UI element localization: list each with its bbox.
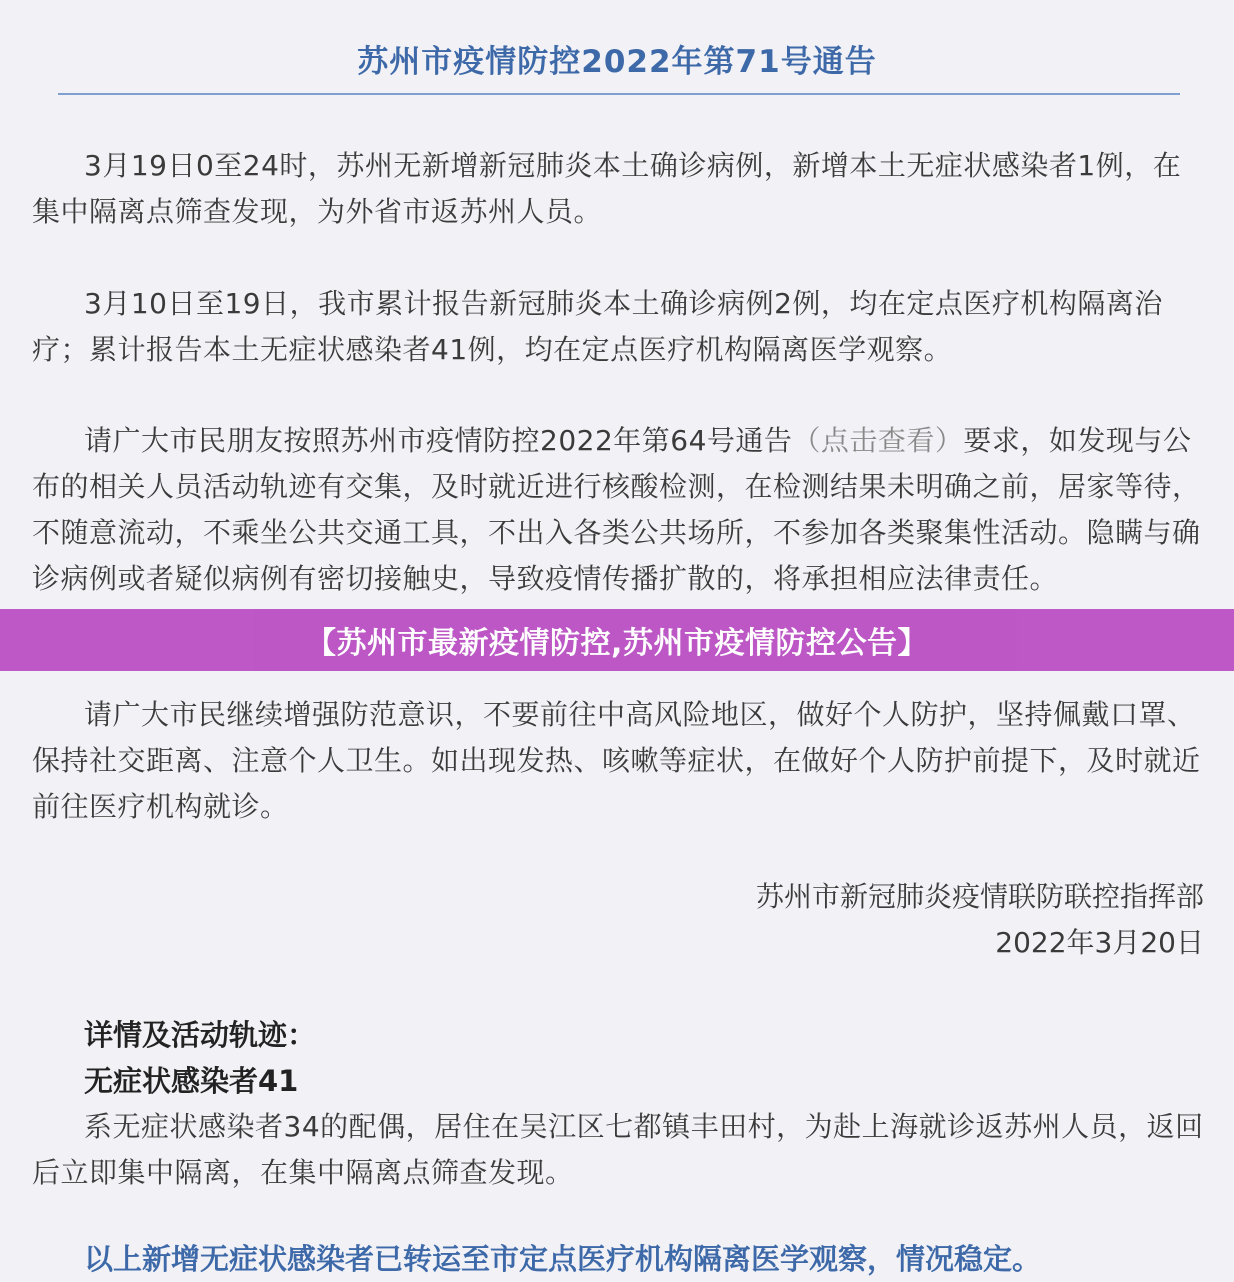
paragraph-3 — [32, 418, 1204, 602]
paragraph-3-text-before: 请广大市民朋友按照苏州市疫情防控2022年第64号通告 — [84, 424, 793, 457]
view-notice-link[interactable]: （点击查看） — [792, 424, 964, 457]
details-text: 系无症状感染者34的配偶，居住在吴江区七都镇丰田村，为赴上海就诊返苏州人员，返回后立即集中隔离，在集中隔离点筛查发现。 — [32, 1110, 1204, 1189]
notice-title: 苏州市疫情防控2022年第71号通告 — [357, 44, 877, 80]
title-divider — [58, 93, 1180, 95]
paragraph-1-text: 3月19日0至24时，苏州无新增新冠肺炎本土确诊病例，新增本土无症状感染者1例，在集中隔离点筛查发现，为外省市返苏州人员。 — [32, 149, 1182, 228]
paragraph-2-text: 3月10日至19日，我市累计报告新冠肺炎本土确诊病例2例，均在定点医疗机构隔离治疗；累计报告本土无症状感染者41例，均在定点医疗机构隔离医学观察。 — [32, 287, 1163, 366]
paragraph-4-text: 请广大市民继续增强防范意识，不要前往中高风险地区，做好个人防护，坚持佩戴口罩、保持社交距离、注意个人卫生。如出现发热、咳嗽等症状，在做好个人防护前提下，及时就近前往医疗机构就诊。 — [32, 698, 1201, 823]
signature-org: 苏州市新冠肺炎疫情联防联控指挥部 — [755, 880, 1204, 913]
paragraph-4 — [32, 692, 1204, 830]
final-note: 以上新增无症状感染者已转运至市定点医疗机构隔离医学观察，情况稳定。 — [84, 1242, 1042, 1276]
article-title-banner — [0, 609, 1234, 671]
details-subheading: 无症状感染者41 — [84, 1064, 299, 1098]
article-title-text: 【苏州市最新疫情防控,苏州市疫情防控公告】 — [306, 626, 928, 661]
paragraph-3-text-after: 要求，如发现与公布的相关人员活动轨迹有交集，及时就近进行核酸检测，在检测结果未明确之前，居家等待，不随意流动，不乘坐公共交通工具，不出入各类公共场所，不参加各类聚集性活动。隐瞒与确诊病例或者疑似病例有密切接触史，导致疫情传播扩散的，将承担相应法律责任。 — [32, 424, 1201, 595]
details-paragraph — [32, 1104, 1204, 1196]
paragraph-1 — [32, 143, 1204, 235]
signature-date: 2022年3月20日 — [995, 926, 1204, 959]
paragraph-2 — [32, 281, 1204, 373]
details-heading: 详情及活动轨迹： — [84, 1018, 317, 1052]
